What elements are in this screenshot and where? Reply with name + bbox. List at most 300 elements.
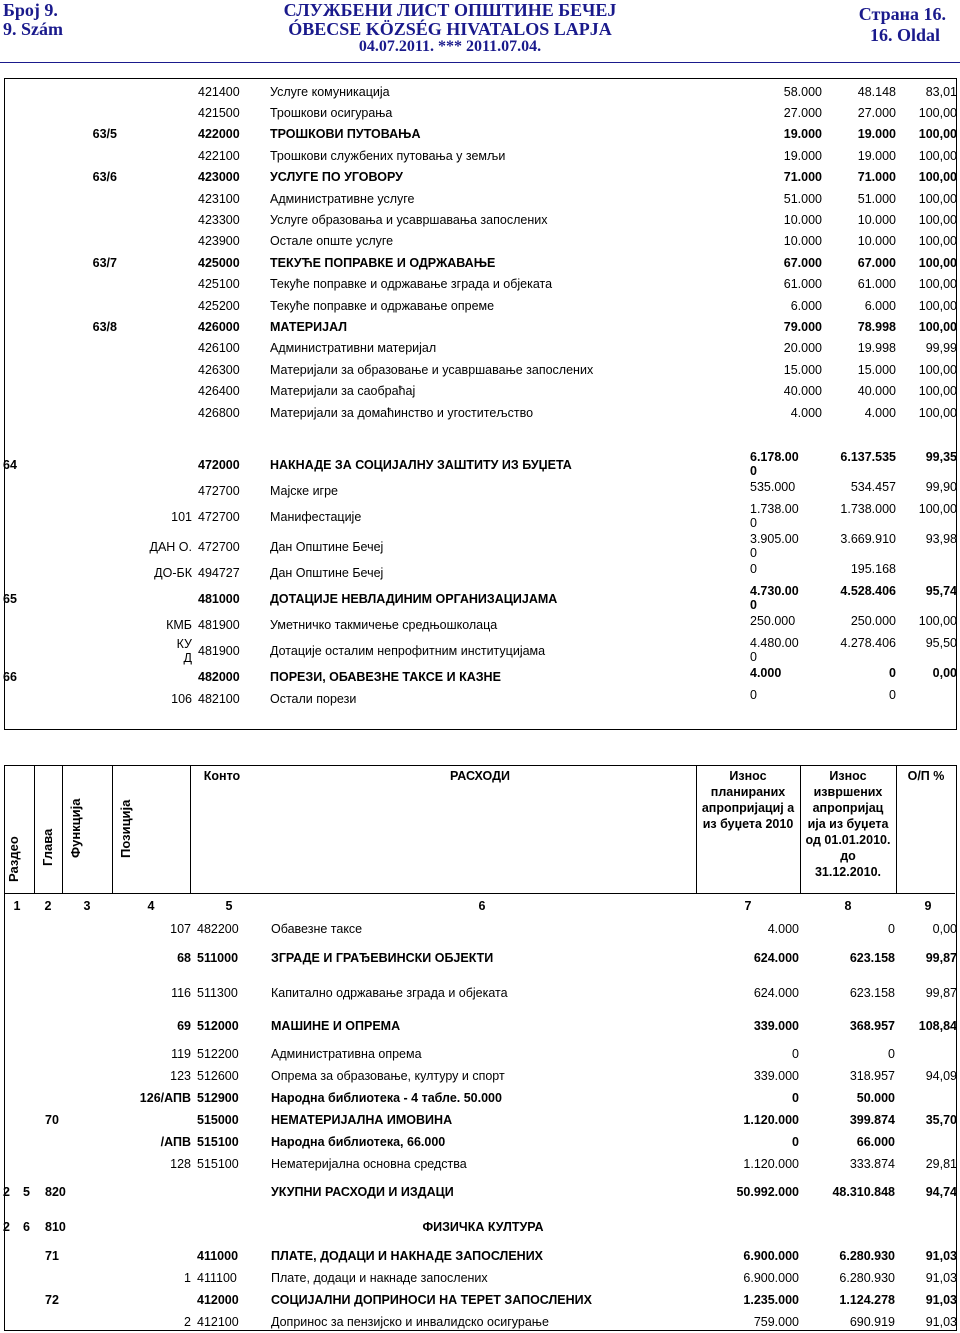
cell-executed: 27.000	[857, 106, 896, 121]
cell-percent	[898, 1131, 960, 1153]
cell-section	[0, 295, 120, 316]
cell-planned: 58.000	[783, 84, 822, 99]
cell-konto: 423900	[198, 234, 240, 249]
table-row	[0, 1209, 960, 1245]
table-row	[0, 167, 960, 188]
cell-position	[120, 480, 195, 502]
table-row	[0, 1175, 960, 1209]
cell-konto: 411000	[197, 1249, 239, 1263]
cell-name: Дан Општине Бечеј	[270, 566, 384, 580]
cell-planned: 40.000	[783, 384, 822, 399]
cell-section	[0, 380, 120, 401]
cell-percent: 94,74	[925, 1185, 957, 1199]
cell-section	[0, 532, 120, 562]
cell-planned: 67.000	[783, 255, 822, 270]
cell-name: Опрема за образовање, културу и спорт	[271, 1069, 505, 1083]
cell-glava	[20, 1267, 42, 1289]
cell-pozicija: 69	[177, 1019, 191, 1033]
cell-position	[120, 338, 195, 359]
page-number-sr: Страна 16.	[858, 4, 946, 24]
cell-executed: 50.000	[856, 1091, 895, 1105]
column-number: 8	[844, 899, 852, 913]
cell-name: Манифестације	[270, 510, 362, 524]
cell-glava	[20, 940, 42, 976]
cell-name: УСЛУГЕ ПО УГОВОРУ	[270, 170, 403, 185]
cell-executed: 10.000	[857, 234, 896, 249]
cell-executed: 6.137.535	[840, 450, 896, 464]
cell-percent: 93,98	[925, 532, 957, 546]
cell-executed: 66.000	[856, 1135, 895, 1149]
cell-konto: 482100	[198, 692, 240, 706]
position-line: КУ	[176, 637, 192, 651]
cell-planned	[747, 584, 825, 614]
cell-razdeo	[0, 918, 20, 940]
cell-percent	[899, 688, 960, 710]
cell-konto: 422100	[198, 148, 240, 163]
cell-name: Капитално одржавање зграда и објеката	[271, 985, 508, 1000]
column-number: 7	[744, 899, 752, 913]
cell-planned: 1.120.000	[743, 1113, 799, 1127]
cell-executed: 78.998	[857, 319, 896, 334]
cell-name: Текуће поправке и одржавање опреме	[270, 298, 495, 313]
executed-header-line: 31.12.2010.	[814, 865, 882, 879]
cell-konto: 472700	[198, 540, 240, 554]
cell-name: Услуге образовања и усавршавања запослених	[270, 213, 548, 228]
cell-pozicija: 126/АПВ	[139, 1091, 191, 1105]
cell-glava	[20, 976, 42, 1009]
cell-konto: 425100	[198, 277, 240, 292]
cell-section	[0, 209, 120, 230]
cell-funkcija	[42, 1267, 98, 1289]
col-header-rashodi: РАСХОДИ	[450, 769, 510, 783]
cell-executed: 67.000	[857, 255, 896, 270]
cell-position	[120, 614, 195, 636]
executed-header-line: од 01.01.2010.	[805, 833, 891, 847]
cell-percent: 100,00	[918, 106, 957, 121]
table-row	[0, 1131, 960, 1153]
cell-konto: 425200	[198, 298, 240, 313]
column-number: 6	[478, 899, 486, 913]
cell-planned: 1.120.000	[743, 1157, 799, 1171]
cell-planned: 4.000	[767, 922, 799, 936]
cell-planned	[747, 688, 825, 710]
cell-position	[120, 688, 195, 710]
cell-planned: 20.000	[783, 341, 822, 356]
planned-line-2: 0	[750, 650, 757, 664]
cell-razdeo	[0, 1153, 20, 1175]
table-row	[0, 918, 960, 940]
position-line: КМБ	[166, 618, 192, 632]
cell-planned: 0	[792, 1047, 799, 1061]
upper-budget-table	[0, 81, 960, 423]
table-row	[0, 1311, 960, 1333]
cell-konto	[194, 1175, 268, 1209]
cell-percent: 83,01	[925, 84, 957, 99]
cell-position	[120, 295, 195, 316]
cell-executed: 368.957	[849, 1019, 895, 1033]
cell-konto: 411100	[197, 1271, 237, 1285]
table-row	[0, 636, 960, 666]
cell-konto: 426100	[198, 341, 240, 356]
cell-pozicija: 128	[170, 1157, 191, 1171]
cell-name: Трошкови осигурања	[270, 106, 393, 121]
cell-konto: 481900	[198, 644, 240, 658]
cell-konto: 482200	[197, 922, 239, 936]
cell-percent: 99,87	[925, 951, 957, 965]
cell-name: НАКНАДЕ ЗА СОЦИЈАЛНУ ЗАШТИТУ ИЗ БУЏЕТА	[270, 458, 572, 472]
column-number: 3	[83, 899, 91, 913]
cell-percent: 100,00	[918, 384, 957, 399]
cell-section: 64	[3, 458, 17, 472]
cell-pozicija	[98, 1245, 194, 1267]
table-row	[0, 102, 960, 123]
cell-konto: 512200	[197, 1047, 239, 1061]
cell-executed: 1.124.278	[839, 1293, 895, 1307]
position-line-2: Д	[183, 651, 192, 665]
planned-line: 4.000	[750, 666, 782, 680]
cell-planned: 6.900.000	[743, 1249, 799, 1263]
col-header-funkcija: Функција	[68, 798, 83, 858]
cell-percent: 100,00	[918, 405, 957, 420]
cell-konto: 426300	[198, 362, 240, 377]
cell-name: ПЛАТЕ, ДОДАЦИ И НАКНАДЕ ЗАПОСЛЕНИХ	[271, 1249, 544, 1263]
cell-percent: 35,70	[925, 1113, 957, 1127]
cell-percent: 100,00	[918, 277, 957, 292]
planned-line-2: 0	[750, 546, 757, 560]
cell-glava	[20, 918, 42, 940]
cell-percent: 99,90	[925, 480, 957, 494]
position-line: 106	[171, 692, 192, 706]
cell-pozicija: 107	[170, 922, 191, 936]
cell-konto: 515100	[197, 1157, 239, 1171]
cell-executed: 4.528.406	[840, 584, 896, 598]
cell-glava: 5	[23, 1185, 30, 1199]
cell-konto: 412000	[197, 1293, 239, 1307]
cell-planned	[747, 562, 825, 584]
cell-name: Остали порези	[270, 692, 357, 706]
cell-name: ФИЗИЧКА КУЛТУРА	[422, 1220, 544, 1234]
cell-name: Обавезне таксе	[271, 922, 363, 936]
cell-percent: 100,00	[918, 362, 957, 377]
cell-pozicija: 116	[171, 985, 191, 1000]
cell-executed: 3.669.910	[840, 532, 896, 546]
cell-position	[120, 209, 195, 230]
cell-executed: 19.000	[857, 148, 896, 163]
table-row	[0, 940, 960, 976]
col-header-razdeo: Раздео	[6, 836, 21, 882]
cell-funkcija	[42, 1087, 98, 1109]
cell-planned: 10.000	[783, 213, 822, 228]
cell-planned: 624.000	[753, 985, 799, 1000]
cell-konto: 423000	[198, 170, 240, 185]
cell-glava	[20, 1245, 42, 1267]
cell-percent: 0,00	[932, 666, 957, 680]
cell-konto: 472000	[198, 458, 240, 472]
cell-name: НЕМАТЕРИЈАЛНА ИМОВИНА	[271, 1113, 453, 1127]
cell-konto: 421500	[198, 106, 240, 121]
cell-percent: 95,50	[925, 636, 957, 650]
cell-razdeo	[0, 1131, 20, 1153]
column-numbers-row	[0, 896, 960, 916]
gazette-date: 04.07.2011. *** 2011.07.04.	[358, 38, 542, 55]
cell-executed: 534.457	[850, 480, 896, 494]
cell-percent: 100,00	[918, 191, 957, 206]
cell-funkcija	[42, 918, 98, 940]
cell-name: Материјали за образовање и усавршавање запослених	[270, 362, 594, 377]
cell-pozicija: 123	[170, 1069, 191, 1083]
cell-pozicija	[98, 1289, 194, 1311]
cell-position	[120, 252, 195, 273]
cell-planned: 71.000	[783, 170, 822, 185]
cell-executed: 690.919	[849, 1315, 895, 1329]
cell-funkcija	[42, 940, 98, 976]
cell-razdeo	[0, 1109, 20, 1131]
cell-planned: 1.235.000	[743, 1293, 799, 1307]
cell-konto: 426800	[198, 405, 240, 420]
cell-percent: 95,74	[925, 584, 957, 598]
planned-header-line: Износ	[729, 769, 767, 783]
cell-section: 65	[3, 592, 17, 606]
cell-percent: 108,84	[918, 1019, 957, 1033]
table-row	[0, 976, 960, 1009]
column-number: 4	[147, 899, 155, 913]
cell-executed: 48.148	[857, 84, 896, 99]
cell-executed: 1.738.000	[840, 502, 896, 516]
cell-konto: 512000	[197, 1019, 239, 1033]
col-header-konto: Конто	[203, 769, 241, 783]
cell-glava	[20, 1311, 42, 1333]
position-line: ДАН О.	[149, 540, 192, 554]
cell-pozicija: 119	[171, 1047, 191, 1061]
planned-line: 0	[750, 562, 757, 576]
planned-line: 1.738.00	[750, 502, 799, 516]
cell-planned: 50.992.000	[736, 1185, 799, 1199]
cell-konto: 472700	[198, 510, 240, 524]
column-number: 1	[13, 899, 21, 913]
cell-position	[120, 636, 195, 666]
cell-percent: 100,00	[918, 614, 957, 628]
col-header-executed	[800, 768, 896, 880]
cell-name: Плате, додаци и накнаде запослених	[271, 1271, 488, 1285]
cell-section	[0, 188, 120, 209]
cell-glava	[20, 1289, 42, 1311]
executed-header-line: извршених	[813, 785, 883, 799]
cell-name: ПОРЕЗИ, ОБАВЕЗНЕ ТАКСЕ И КАЗНЕ	[270, 670, 501, 684]
cell-planned	[747, 636, 825, 666]
cell-planned: 339.000	[753, 1069, 799, 1083]
cell-section	[0, 480, 120, 502]
cell-name: ЗГРАДЕ И ГРАЂЕВИНСКИ ОБЈЕКТИ	[271, 951, 494, 965]
cell-position	[120, 532, 195, 562]
cell-executed: 15.000	[857, 362, 896, 377]
cell-funkcija	[42, 976, 98, 1009]
cell-konto: 421400	[198, 84, 240, 99]
cell-percent: 91,03	[925, 1315, 957, 1329]
cell-funkcija: 70	[45, 1113, 59, 1127]
planned-line: 3.905.00	[750, 532, 799, 546]
cell-razdeo	[0, 1043, 20, 1065]
col-header-pozicija: Позиција	[118, 799, 133, 858]
planned-line: 535.000	[750, 480, 796, 494]
cell-name: Дотације осталим непрофитним институцијама	[270, 644, 546, 658]
cell-position	[120, 124, 195, 145]
cell-glava: 6	[23, 1220, 30, 1234]
table-row	[0, 1043, 960, 1065]
cell-razdeo	[0, 1311, 20, 1333]
cell-section: 63/7	[92, 255, 117, 270]
table-row	[0, 124, 960, 145]
cell-konto: 412100	[197, 1315, 239, 1329]
position-line: ДО-БК	[154, 566, 192, 580]
cell-name: ТЕКУЋЕ ПОПРАВКЕ И ОДРЖАВАЊЕ	[270, 255, 496, 270]
cell-percent: 100,00	[918, 255, 957, 270]
planned-line-2: 0	[750, 516, 757, 530]
cell-executed	[802, 1209, 898, 1245]
cell-funkcija	[42, 1009, 98, 1043]
cell-konto: 423100	[198, 191, 240, 206]
cell-section: 63/5	[92, 127, 117, 142]
cell-executed: 40.000	[857, 384, 896, 399]
cell-position	[120, 231, 195, 252]
cell-konto: 426000	[198, 319, 240, 334]
cell-pozicija	[98, 1209, 194, 1245]
cell-glava	[20, 1065, 42, 1087]
cell-konto: 472700	[198, 484, 240, 498]
cell-planned: 4.000	[790, 405, 822, 420]
cell-razdeo: 2	[3, 1185, 10, 1199]
cell-executed: 250.000	[850, 614, 896, 628]
cell-planned: 10.000	[783, 234, 822, 249]
column-number: 5	[225, 899, 233, 913]
cell-percent	[898, 1043, 960, 1065]
cell-name: Допринос за пензијско и инвалидско осигурање	[271, 1315, 549, 1329]
table-row	[0, 252, 960, 273]
cell-glava	[20, 1009, 42, 1043]
cell-planned: 624.000	[753, 951, 799, 965]
cell-percent: 29,81	[925, 1157, 957, 1171]
table-row	[0, 316, 960, 337]
cell-percent: 99,99	[925, 341, 957, 356]
cell-section	[0, 338, 120, 359]
cell-executed: 333.874	[849, 1157, 895, 1171]
cell-razdeo	[0, 976, 20, 1009]
cell-percent: 91,03	[925, 1293, 957, 1307]
issue-number-sr: Број 9.	[3, 0, 58, 20]
cell-planned: 6.900.000	[743, 1271, 799, 1285]
cell-planned: 339.000	[753, 1019, 799, 1033]
cell-planned	[698, 1209, 802, 1245]
table-row	[0, 380, 960, 401]
cell-planned: 0	[792, 1091, 799, 1105]
executed-header-line: до	[840, 849, 856, 863]
cell-glava	[20, 1131, 42, 1153]
cell-percent: 100,00	[918, 213, 957, 228]
table-row	[0, 1087, 960, 1109]
cell-position	[120, 145, 195, 166]
cell-planned: 27.000	[783, 106, 822, 121]
table-row	[0, 584, 960, 614]
cell-executed: 6.000	[864, 298, 896, 313]
cell-name: ТРОШКОВИ ПУТОВАЊА	[270, 127, 421, 142]
cell-executed: 48.310.848	[832, 1185, 895, 1199]
table-row	[0, 1267, 960, 1289]
cell-position	[120, 316, 195, 337]
table-row	[0, 231, 960, 252]
cell-konto: 481900	[198, 618, 240, 632]
planned-line: 4.480.00	[750, 636, 799, 650]
cell-percent: 94,09	[925, 1069, 957, 1083]
table-row	[0, 188, 960, 209]
cell-section: 63/8	[92, 319, 117, 334]
cell-position	[120, 584, 195, 614]
cell-position	[120, 402, 195, 423]
cell-razdeo	[0, 1009, 20, 1043]
executed-header-line: Износ	[829, 769, 867, 783]
cell-name: СОЦИЈАЛНИ ДОПРИНОСИ НА ТЕРЕТ ЗАПОСЛЕНИХ	[271, 1293, 592, 1307]
page-number-hu: 16. Oldal	[869, 25, 940, 45]
cell-position	[120, 380, 195, 401]
lower-budget-table	[0, 918, 960, 1333]
planned-header-line: апропријациј а	[701, 801, 795, 815]
planned-line-2: 0	[750, 464, 757, 478]
cell-name: Услуге комуникација	[270, 84, 390, 99]
cell-planned	[747, 480, 825, 502]
cell-name: МАШИНЕ И ОПРЕМА	[271, 1019, 401, 1033]
table-row	[0, 359, 960, 380]
cell-konto: 481000	[198, 592, 240, 606]
cell-planned: 0	[792, 1135, 799, 1149]
cell-executed: 71.000	[857, 170, 896, 185]
cell-position	[120, 188, 195, 209]
cell-executed: 19.998	[857, 341, 896, 356]
column-number: 9	[924, 899, 932, 913]
cell-section	[0, 502, 120, 532]
cell-section	[0, 562, 120, 584]
cell-executed: 318.957	[849, 1069, 895, 1083]
planned-header-line: планираних	[710, 785, 786, 799]
cell-pozicija: /АПВ	[160, 1135, 191, 1149]
table-row	[0, 1065, 960, 1087]
cell-name: Народна библиотека, 66.000	[271, 1135, 446, 1149]
cell-konto: 423300	[198, 213, 240, 228]
cell-planned: 6.000	[790, 298, 822, 313]
cell-name: Мајске игре	[270, 484, 339, 498]
cell-executed: 0	[889, 666, 896, 680]
cell-glava	[20, 1153, 42, 1175]
cell-konto: 511300	[197, 985, 238, 1000]
cell-razdeo	[0, 1289, 20, 1311]
cell-percent: 91,03	[925, 1249, 957, 1263]
cell-funkcija: 72	[45, 1293, 59, 1307]
cell-percent: 100,00	[918, 319, 957, 334]
cell-funkcija: 820	[45, 1185, 66, 1199]
page-header	[0, 0, 960, 62]
executed-header-line: апропријац	[812, 801, 884, 815]
cell-section: 63/6	[92, 170, 117, 185]
table-row	[0, 1289, 960, 1311]
cell-konto: 512600	[197, 1069, 239, 1083]
cell-percent: 100,00	[918, 170, 957, 185]
cell-konto	[194, 1209, 268, 1245]
cell-funkcija	[42, 1043, 98, 1065]
cell-glava	[20, 1087, 42, 1109]
table-row	[0, 1009, 960, 1043]
cell-section	[0, 636, 120, 666]
cell-pozicija: 1	[184, 1271, 191, 1285]
cell-name: Уметничко такмичење средњошколаца	[270, 618, 498, 632]
cell-section	[0, 688, 120, 710]
cell-executed: 10.000	[857, 213, 896, 228]
